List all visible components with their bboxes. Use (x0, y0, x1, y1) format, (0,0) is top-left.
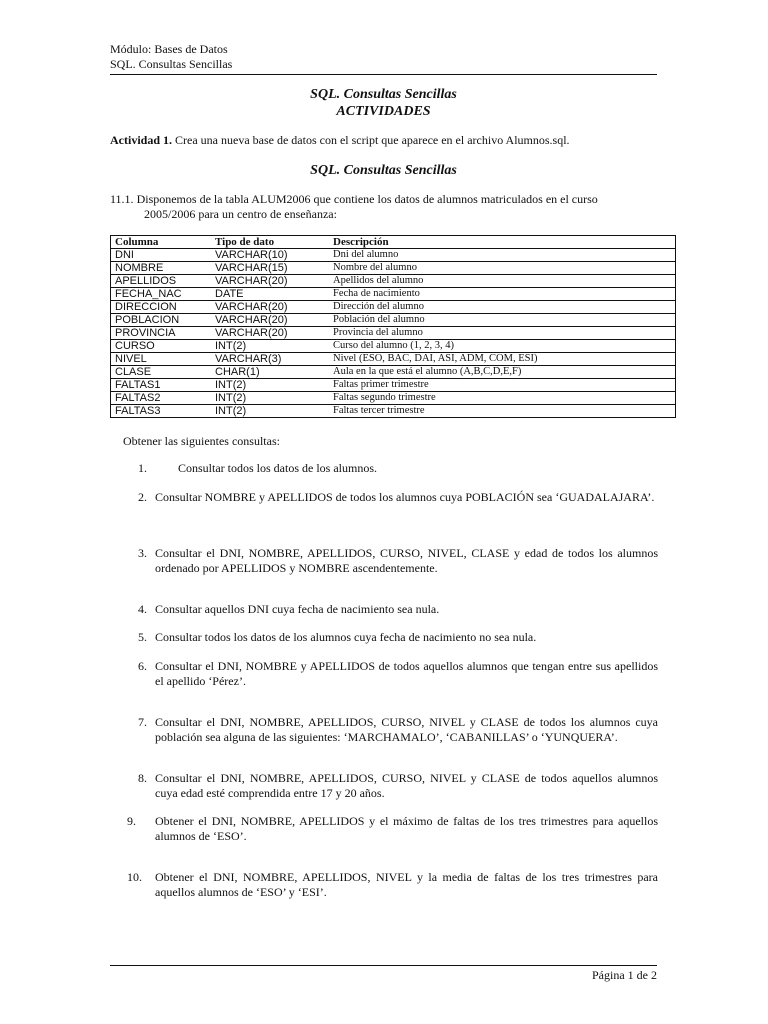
page-number: Página 1 de 2 (592, 968, 657, 982)
header-subject: SQL. Consultas Sencillas (110, 57, 233, 71)
header-descripcion: Descripción (329, 236, 676, 249)
list-item (138, 602, 658, 617)
table-row (111, 405, 676, 418)
section-intro (110, 192, 657, 222)
query-text: Consultar el DNI, NOMBRE, APELLIDOS, CURSO, NIVEL, CLASE y edad de todos los alumnos ordenado por APELLIDOS y NOMBRE ascendentemente. (155, 546, 658, 575)
table-row (111, 366, 676, 379)
cell-columna: POBLACION (111, 314, 212, 327)
cell-descripcion: Apellidos del alumno (329, 275, 676, 288)
query-text: Consultar todos los datos de los alumnos. (178, 461, 377, 475)
list-item (138, 546, 658, 576)
intro-line-1: Disponemos de la tabla ALUM2006 que contiene los datos de alumnos matriculados en el curso (133, 192, 598, 206)
page-header (110, 42, 232, 72)
header-rule (110, 74, 657, 75)
table-row (111, 262, 676, 275)
cell-descripcion: Faltas tercer trimestre (329, 405, 676, 418)
cell-descripcion: Provincia del alumno (329, 327, 676, 340)
header-module: Módulo: Bases de Datos (110, 42, 228, 56)
table-row (111, 314, 676, 327)
query-number: 7. (138, 715, 147, 729)
cell-columna: CURSO (111, 340, 212, 353)
cell-columna: FALTAS1 (111, 379, 212, 392)
query-text: Consultar aquellos DNI cuya fecha de nacimiento sea nula. (155, 602, 440, 616)
cell-descripcion: Nombre del alumno (329, 262, 676, 275)
activity-1 (110, 133, 657, 148)
table-row (111, 275, 676, 288)
cell-tipo: VARCHAR(20) (211, 327, 329, 340)
section-number: 11.1. (110, 192, 134, 206)
cell-columna: NIVEL (111, 353, 212, 366)
cell-tipo: VARCHAR(20) (211, 301, 329, 314)
query-text: Obtener el DNI, NOMBRE, APELLIDOS, NIVEL y la media de faltas de los tres trimestres para aquellos alumnos de ‘ESO’ y ‘ESI’. (155, 870, 658, 899)
cell-tipo: INT(2) (211, 379, 329, 392)
list-item (127, 814, 658, 844)
cell-descripcion: Nivel (ESO, BAC, DAI, ASI, ADM, COM, ESI) (329, 353, 676, 366)
query-number: 3. (138, 546, 147, 560)
query-text: Consultar NOMBRE y APELLIDOS de todos los alumnos cuya POBLACIÓN sea ‘GUADALAJARA’. (155, 490, 655, 504)
footer-rule (110, 965, 657, 966)
queries-intro: Obtener las siguientes consultas: (123, 434, 280, 448)
cell-tipo: VARCHAR(20) (211, 275, 329, 288)
cell-descripcion: Fecha de nacimiento (329, 288, 676, 301)
list-item (138, 490, 658, 505)
query-number: 4. (138, 602, 147, 616)
table-row (111, 249, 676, 262)
cell-columna: APELLIDOS (111, 275, 212, 288)
activity-label: Actividad 1. (110, 133, 173, 147)
page-title: SQL. Consultas Sencillas (310, 87, 457, 102)
cell-columna: NOMBRE (111, 262, 212, 275)
list-item (138, 771, 658, 801)
query-number: 10. (127, 870, 142, 884)
table-row (111, 301, 676, 314)
cell-descripcion: Dni del alumno (329, 249, 676, 262)
list-item (127, 870, 658, 900)
list-item (138, 715, 658, 745)
cell-tipo: VARCHAR(15) (211, 262, 329, 275)
intro-line-2: 2005/2006 para un centro de enseñanza: (144, 207, 337, 221)
list-item (138, 659, 658, 689)
query-text: Consultar el DNI, NOMBRE, APELLIDOS, CURSO, NIVEL y CLASE de todos aquellos alumnos cuya edad esté comprendida entre 17 y 20 años. (155, 771, 658, 800)
table-row (111, 288, 676, 301)
table-row (111, 327, 676, 340)
query-number: 5. (138, 630, 147, 644)
cell-descripcion: Faltas segundo trimestre (329, 392, 676, 405)
query-text: Consultar todos los datos de los alumnos cuya fecha de nacimiento no sea nula. (155, 630, 537, 644)
table-row (111, 379, 676, 392)
cell-tipo: VARCHAR(10) (211, 249, 329, 262)
cell-tipo: VARCHAR(20) (211, 314, 329, 327)
list-item (138, 461, 658, 476)
cell-descripcion: Población del alumno (329, 314, 676, 327)
cell-tipo: VARCHAR(3) (211, 353, 329, 366)
activity-text: Crea una nueva base de datos con el script que aparece en el archivo Alumnos.sql. (172, 133, 570, 147)
cell-columna: FALTAS3 (111, 405, 212, 418)
header-tipo: Tipo de dato (211, 236, 329, 249)
query-number: 1. (138, 461, 147, 475)
query-text: Obtener el DNI, NOMBRE, APELLIDOS y el máximo de faltas de los tres trimestres para aquellos alumnos de ‘ESO’. (155, 814, 658, 843)
cell-columna: CLASE (111, 366, 212, 379)
query-text: Consultar el DNI, NOMBRE, APELLIDOS, CURSO, NIVEL y CLASE de todos los alumnos cuya población sea alguna de las siguientes: ‘MARCHAMALO’, ‘CABANILLAS’ o ‘YUNQUERA’. (155, 715, 658, 744)
header-columna: Columna (111, 236, 212, 249)
cell-descripcion: Curso del alumno (1, 2, 3, 4) (329, 340, 676, 353)
cell-descripcion: Dirección del alumno (329, 301, 676, 314)
query-text: Consultar el DNI, NOMBRE y APELLIDOS de todos aquellos alumnos que tengan entre sus apellidos el apellido ‘Pérez’. (155, 659, 658, 688)
table-row (111, 340, 676, 353)
cell-columna: DIRECCION (111, 301, 212, 314)
cell-descripcion: Aula en la que está el alumno (A,B,C,D,E,F) (329, 366, 676, 379)
query-number: 9. (127, 814, 136, 828)
cell-descripcion: Faltas primer trimestre (329, 379, 676, 392)
cell-columna: PROVINCIA (111, 327, 212, 340)
section-title: SQL. Consultas Sencillas (310, 163, 457, 178)
cell-columna: DNI (111, 249, 212, 262)
list-item (138, 630, 658, 645)
cell-tipo: DATE (211, 288, 329, 301)
cell-tipo: INT(2) (211, 392, 329, 405)
cell-columna: FALTAS2 (111, 392, 212, 405)
table-header-row (111, 236, 676, 249)
cell-tipo: INT(2) (211, 340, 329, 353)
table-row (111, 353, 676, 366)
cell-tipo: INT(2) (211, 405, 329, 418)
table-row (111, 392, 676, 405)
cell-tipo: CHAR(1) (211, 366, 329, 379)
query-number: 8. (138, 771, 147, 785)
query-number: 2. (138, 490, 147, 504)
columns-table (110, 235, 676, 418)
query-number: 6. (138, 659, 147, 673)
cell-columna: FECHA_NAC (111, 288, 212, 301)
page-subtitle: ACTIVIDADES (336, 104, 431, 119)
